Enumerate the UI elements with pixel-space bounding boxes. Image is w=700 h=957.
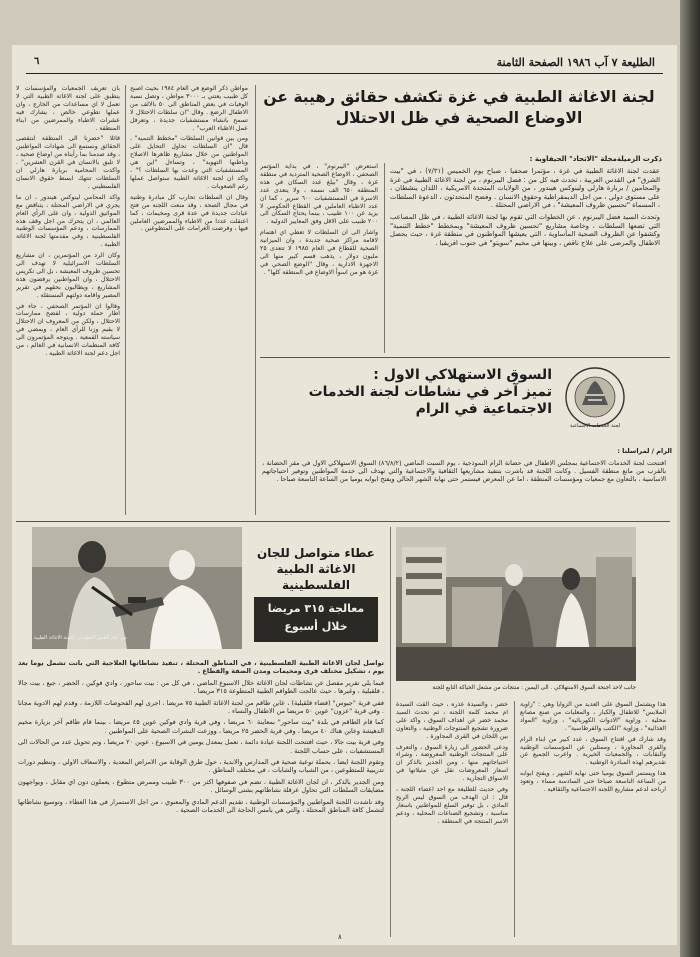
committee-emblem [560,365,630,429]
article1-paragraph: وتحدث السيد فضل اليبرنوم ، عن الخطوات التي تقوم بها لجنة الاغاثة الطبية ، في ظل المصاعب التي تضعها السلطات ، وخاصة مشاريع "تحسين ظروف المعيشة" وبمخطط "خطط التنمية" وكشفوا عن الظروف الصحية المأساوية ، التي يعيشها المواطنون في منطقة غزة ، حيث يحصل الاطفال والمرضى على علاج ناقص ، وبينها في مخيم "سويتو" في جنوب افريقيا . [390,212,660,247]
article3-paragraph: وفي قرية بيت جالا ، حيث افتتحت اللجنة عيادة دائمة ، تعمل بمعدل يومين في الاسبوع ، عوين ٢٠ مريضا ، وتم تحويل عدد من الحالات الى المستشفيات ، على حساب اللجنة . [18,738,384,755]
column-rule [390,527,391,937]
article3-banner: معالجة ٣١٥ مريضا خلال أسبوع [254,597,378,642]
article3-paragraph: كما قام الطاقم في بلدة "بيت ساحور" بمعاينة ٦٠ مريضا ، وفي قرية وادي فوكين عوين ٤٥ مريضا ، بينما قام طاقم آخر بزيارة مخيم الدهيشة وعاين هناك ٤٠ مريضا ، وفي قرية الخضر ٢٥ مريضا ، ووزعت النشرات الصحية على المواطنين . [18,718,384,735]
article3-boxhead [248,545,384,593]
article1-column-4 [16,85,120,517]
article2-byline: الرام / لمراسلنا : [617,447,672,455]
article2-paragraph: هذا ويستمر السوق يوميا حتى نهاية الشهر ، ويفتح ابوابه من الساعة التاسعة صباحا حتى السادسة مساء ، وتعود ارباحه لدعم مشاريع اللجنة الاجتماعية والثقافية . [520,770,666,794]
article1-paragraph: قائلا "حضرنا الى المنطقة لنتقصى الحقائق ونستمع الى شهادات المواطنين ، وقد صدمنا بما رأيناه من اوضاع صحية ، لا تليق بالانسان في القرن العشرين" . واكدت المحامية بربارة هارلي ان السلطات تنتهك ابسط حقوق الانسان الفلسطيني . [16,135,120,190]
article1-column-2 [260,163,378,355]
article1-byline: ذكرت الزميلةمجلة "الاتحاد" الحيفاوية : [529,155,662,163]
article3-paragraph: ففي قرية "جيوس" (قضاء قلقيلية) ، عاين طاقم من لجنة الاغاثة الطبية ٧٥ مريضا ، اجرى لهم الفحوصات اللازمة ، وقدم لهم الادوية مجانا . وفي قرية "عزون" عوين ٥٠ مريضا من الاطفال والنساء . [18,698,384,716]
column-rule [514,701,515,937]
issue-line: الطليعة ٧ آب ١٩٨٦ الصفحة الثامنة [496,56,655,69]
photo-caption: من ايام العمل التطوعي للجنة الاغاثة الطبية [34,635,127,641]
article1-column-3 [130,85,248,517]
article1-lead-column [390,167,660,349]
page-number: ٨ [338,933,342,941]
article1-paragraph: وكان الرد من المؤتمرين ، ان مشاريع السلطات الاسرائيلية لا تهدف الى تحسين ظروف المعيشة ، بل الى تكريس الاحتلال ، وان المواطنين يرفضون هذه المشاريع ، ويطالبون بحقهم في تقرير المصير واقامة دولتهم المستقلة . [16,252,120,299]
page-binding-edge [680,0,700,957]
article2-paragraph: هذا ويشتمل السوق على العديد من الزوايا وهي : "زاوية الملابس" للاطفال والكبار ، والمعلبات من صنع مصانع محلية ، وزاوية "الادوات الكهربائية" ، وزاوية "المواد الغذائية" ، وزاوية "الكتب والقرطاسية" . [520,701,666,732]
column-rule [255,85,256,515]
section-divider [16,521,670,522]
article2-paragraph: افتتحت لجنة الخدمات الاجتماعية بمجلس الاطفال في حضانة الرام النموذجية ، يوم السبت الماضي (٨٦/٨/٢) السوق الاستهلاكي الاول في مقر الحضانة ، بالقرب من مانع منطقة الفسيل . وكانت اللجنة قد باشرت بتنفيذ مشاريعها الثقافية والاجتماعية والتي تهدف الى خدمة المواطنين وتوفير احتياجاتهم الاساسية ، بالتعاون مع جمعيات ومؤسسات المنطقة ، اما عن المعرض فيستمر حتى نهاية الشهر الحالي ويفتح ابوابه يوميا من الساعة التاسعة صباحا . [262,459,666,484]
article2-lead [262,459,666,517]
article1-headline: لجنة الاغاثة الطبية في غزة تكشف حقائق رهيبة عن الاوضاع الصحية في ظل الاحتلال [263,88,655,127]
article3-paragraph: فيما يلي تقرير مفصل عن نشاطات لجان الاغاثة خلال الاسبوع الماضي ، في كل من : بيت ساحور ، وادي فوكين ، الخضر ، جبع ، بيت جالا ، قلقيلية ، وغيرها ، حيث عالجت الطواقم الطبية المتطوعة ٣١٥ مريضا . [18,678,384,696]
article2-paragraph: ودعى الحضور الى زيارة السوق ، والتعرف على المنتجات الوطنية المعروضة ، وشراء احتياجاتهم منها ، ومن الجدير بالذكر ان اسعار المعروضات تقل عن مثيلاتها في الاسواق التجارية . [396,743,508,783]
medical-photo [32,527,242,649]
article1-paragraph: وقالوا ان المؤتمر الصحفي ، جاء في اطار حملة دولية ، لفضح ممارسات الاحتلال ، ولكن من المعروف ان الاحتلال لا يقيم وزنا للرأي العام ، ويمضي في سياسته القمعية . ويتوجه المؤتمرون الى كافة المنظمات الانسانية في العالم ، من اجل دعم لجنة الاغاثة الطبية . [16,302,120,357]
article2-paragraph: وقد شارك في افتتاح السوق ، عدد كبير من ابناء الرام والقرى المجاورة ، وممثلين عن المؤسسات الوطنية والنقابات ، والجمعيات الخيرية . واعرب الجميع عن تقديرهم لهذه المبادرة الوطنية . [520,735,666,767]
article1-paragraph: وقال ان السلطات تحارب كل مبادرة وطنية في مجال الصحة ، وقد منعت اللجنة من فتح عيادات جديدة في عدة قرى ومخيمات ، كما اعتقلت عددا من الاطباء والممرضين العاملين فيها ، وفرضت الغرامات على المتطوعين . [130,193,248,233]
article2-headline-line1: السوق الاستهلاكي الاول : [373,367,552,383]
article3-paragraph: وقد ناشدت اللجنة المواطنين والمؤسسات الوطنية ، تقديم الدعم المادي والمعنوي ، من اجل الاستمرار في هذا العطاء ، وتوسيع نشاطاتها لتشمل كافة المناطق المحتلة ، والتي هي بامس الحاجة الى الخدمات الصحية . [18,797,384,815]
article3-paragraph: وتقوم اللجنة ايضا ، بحملة توعية صحية في المدارس والاندية ، حول طرق الوقاية من الامراض المعدية ، والاسعاف الاولي ، وتنظيم دورات تدريبية للمتطوعين ، من الشباب والشابات ، في مختلف المناطق . [18,758,384,775]
article2-headline-line2: تميز آخر في نشاطات لجنة الخدمات الاجتماعية في الرام [308,384,552,417]
article1-paragraph: مواطن ذكر الوضع في العام ١٩٨٤ بحيث اصبح كل طبيب يعتني بـ ٣٠٠٠ مواطن ، وتصل نسبة الوفيات في بعض المناطق الى ٥٠ بالالف من الاطفال الرضع . وقال "ان سلطات الاحتلال لا تسمح بانشاء مستشفيات جديدة ، وتعرقل عمل الاطباء العرب" . [130,85,248,132]
market-photo [396,527,636,681]
article1-paragraph: بأن تعريف الجمعيات والمؤسسات لا ينطبق على لجنة الاغاثة الطبية التي لا تعمل لا اي مساعدات من الخارج ، وان عملها تطوعي خالص ، يشارك فيه عشرات الاطباء والممرضين من ابناء المنطقة . [16,85,120,132]
article3-paragraph: تواصل لجان الاغاثة الطبية الفلسطينية ، في المناطق المحتلة ، تنفيذ نشاطاتها العلاجية التي باتت تشمل يوما بعد يوم ، تشكيل مختلف قرى ومخيمات ومدن الضفة والقطاع . [18,659,384,676]
article3-body [18,659,384,939]
article3-boxhead-line2: الاغاثة الطبية الفلسطينية [276,562,356,592]
article3-boxhead-line1: عطاء متواصل للجان [257,546,375,560]
column-rule [384,163,385,353]
article2-paragraph: وفي حديث للطليعة مع احد اعضاء اللجنة ، قال : ان الهدف من السوق ليس الربح المادي ، بل توفير السلع للمواطنين باسعار مناسبة ، وتشجيع الصناعات المحلية ، ودعم الاسر المنتجة في المنطقة . [396,786,508,825]
market-photo-caption: جانب لاحد اجنحة السوق الاستهلاكي . الى اليمين : منتجات من مشغل الحياكة التابع للجنة [432,685,636,691]
emblem-text: لجنة الخدمات الاجتماعية [569,423,621,429]
article1-paragraph: عقدت لجنة الاغاثة الطبية في غزة ، مؤتمرا صحفيا ، صباح يوم الخميس (٧/٣١) ، في "بيت الشرق" في القدس العربية ، تحدث فيه كل من : فضل اليبرنوم ، من لجنة الاغاثة الطبية في غزة والمحامين / بربارة هارلي ولينوكس هيندور ، من الولايات المتحدة الامريكية ، اللذان ينشطان ، على مستوى دولي ، من اجل الديمقراطية وحقوق الانسان . وفضح المتحدثون ، الدعوة السلطات ، المسماة "تحسين ظروف المعيشة" ، في الاراضي المحتلة . [390,167,660,210]
article1-paragraph: ومن بين قوانين السلطات "مخطط التنمية" ، قال "ان السلطات تحاول التحايل على المواطنين من خلال مشاريع ظاهرها الاصلاح وباطنها التهويد" ، وتساءل "اين هي المستشفيات التي وعدت بها السلطات ؟" ، واكد ان لجنة الاغاثة الطبية ستواصل عملها رغم الصعوبات . [130,135,248,190]
article3-paragraph: ومن الجدير بالذكر ، ان لجان الاغاثة الطبية ، تضم في صفوفها اكثر من ٣٠٠ طبيب وممرض متطوع ، يعملون دون اي مقابل ، ويواجهون مضايقات السلطات التي تحاول عرقلة نشاطاتهم بشتى الوسائل . [18,777,384,795]
page-header [26,55,663,74]
article2-column-right [520,701,666,937]
article1-paragraph: واكد المحامي لينوكس هيندور ، ان ما يجري في الاراضي المحتلة ، يتناقض مع المواثيق الدولية ، وان على الرأي العام العالمي ، ان يتحرك من اجل وقف هذه الممارسات ، ودعم المؤسسات الوطنية الفلسطينية ، وفي مقدمتها لجنة الاغاثة الطبية . [16,193,120,249]
article2-column-left [396,701,508,937]
article-divider [260,357,670,358]
article2-paragraph: خضر ، والسيدة عذره ، حيث القت السيدة ام محمد كلمة اللجنة ، ثم تحدث السيد محمد خضر عن اهداف السوق ، واكد على ضرورة تشجيع المنتوجات الوطنية ، والتعاون بين اللجان في القرى المجاورة . [396,701,508,740]
article1-paragraph: واشار الى ان السلطات لا تعطي اي اهتمام لاقامة مراكز صحية جديدة ، وان الميزانية الصحية للقطاع في العام ١٩٨٥ لا تتعدى ٢٥ مليون دولار ، يذهب قسم كبير منها الى الاجهزة الادارية ، وقال "الوضع الصحي في غزة هو من اسوأ الاوضاع في المنطقة كلها" . [260,229,378,276]
article1-paragraph: استعرض "اليبرنوم" ، في بداية المؤتمر الصحفي ، الاوضاع الصحية المتردية في منطقة غزة ، وقال "بيلغ عدد السكان في هذه المنطقة ٦٥٠ الف نسمة ، ولا يتعدى عدد الاسرة في المستشفيات ٦٠٠ سرير ، كما ان عدد الاطباء العاملين في القطاع الحكومي لا يزيد عن ١٠٠ طبيب ، بينما يحتاج السكان الى ٢٠٠ طبيب على الاقل وفق المعايير الدولية . [260,163,378,226]
corner-mark: ٦ [34,56,40,67]
newspaper-sheet [12,45,677,945]
article2-headline [262,367,552,418]
column-rule [125,85,126,515]
